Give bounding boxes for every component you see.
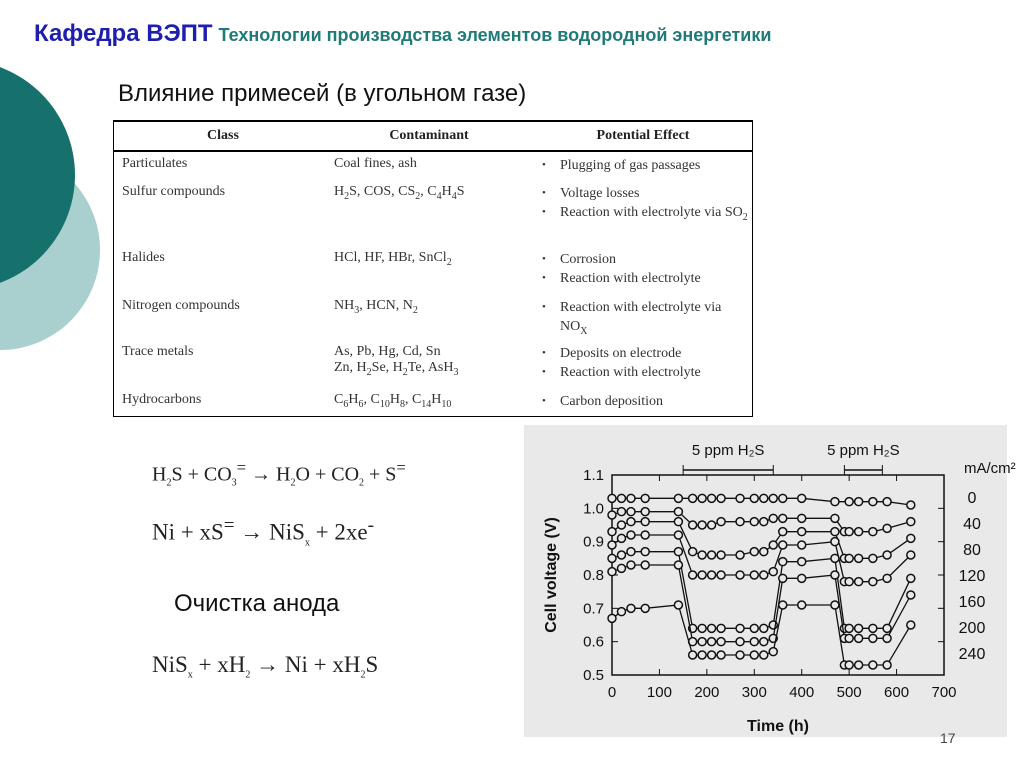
- data-point: [717, 638, 725, 646]
- cell-class: Halides: [122, 250, 165, 265]
- cell-class: Hydrocarbons: [122, 392, 202, 407]
- data-point: [689, 651, 697, 659]
- x-tick-label: 200: [694, 684, 720, 701]
- data-point: [750, 638, 758, 646]
- data-point: [769, 514, 777, 522]
- data-point: [831, 571, 839, 579]
- data-point: [869, 624, 877, 632]
- data-point: [641, 548, 649, 556]
- data-point: [869, 578, 877, 586]
- data-point: [674, 548, 682, 556]
- department-title: Кафедра ВЭПТ: [34, 20, 213, 47]
- x-tick-label: 300: [741, 684, 767, 701]
- cell-contaminant: Coal fines, ash: [334, 156, 417, 171]
- data-point: [736, 651, 744, 659]
- data-point: [617, 608, 625, 616]
- header-effect: Potential Effect: [596, 128, 690, 143]
- table-row: [114, 294, 752, 340]
- data-point: [883, 661, 891, 669]
- page-number: 17: [940, 730, 956, 746]
- data-point: [627, 604, 635, 612]
- data-point: [708, 494, 716, 502]
- equation-2: Ni + xS= → NiS$_x$ + 2xe-: [152, 515, 374, 549]
- data-point: [708, 571, 716, 579]
- data-point: [855, 634, 863, 642]
- data-point: [907, 534, 915, 542]
- effect-item: • Carbon deposition: [534, 392, 752, 411]
- cell-class: Particulates: [122, 156, 188, 171]
- data-point: [698, 638, 706, 646]
- data-point: [831, 498, 839, 506]
- data-point: [689, 571, 697, 579]
- data-point: [845, 528, 853, 536]
- effect-item: • Reaction with electrolyte via $SO_2$: [534, 203, 752, 227]
- data-point: [760, 571, 768, 579]
- data-point: [736, 571, 744, 579]
- y-axis-label: Cell voltage (V): [543, 517, 560, 633]
- y-tick-label: 1.0: [583, 500, 604, 518]
- table-row: [114, 246, 752, 294]
- data-point: [798, 541, 806, 549]
- data-point: [779, 601, 787, 609]
- data-point: [641, 561, 649, 569]
- data-point: [674, 508, 682, 516]
- data-point: [736, 624, 744, 632]
- cell-effect: [534, 294, 752, 340]
- y-tick-label: 0.6: [583, 633, 604, 651]
- contaminants-table: [113, 120, 753, 417]
- cell-class: Nitrogen compounds: [122, 298, 240, 313]
- data-point: [608, 614, 616, 622]
- legend-title: mA/cm²: [964, 460, 1016, 477]
- data-point: [769, 568, 777, 576]
- header-contaminant: Contaminant: [389, 128, 469, 143]
- cell-contaminant: As, Pb, Hg, Cd, Sn Zn, $H_2Se$, $H_2Te$, AsH$_3$: [334, 344, 459, 378]
- data-point: [627, 508, 635, 516]
- data-point: [698, 571, 706, 579]
- x-tick-label: 400: [789, 684, 815, 701]
- cell-contaminant: $NH_3$, HCN, $N_2$: [334, 298, 418, 316]
- data-point: [689, 494, 697, 502]
- data-point: [674, 494, 682, 502]
- data-point: [736, 518, 744, 526]
- data-point: [798, 601, 806, 609]
- data-point: [627, 548, 635, 556]
- y-tick-label: 1.1: [583, 467, 604, 484]
- data-point: [750, 548, 758, 556]
- data-point: [608, 511, 616, 519]
- data-point: [641, 494, 649, 502]
- data-point: [883, 624, 891, 632]
- data-point: [907, 551, 915, 559]
- cell-effect: [534, 340, 752, 388]
- data-point: [798, 494, 806, 502]
- data-point: [641, 531, 649, 539]
- effect-item: • Reaction with electrolyte via $NO_X$: [534, 298, 752, 341]
- data-point: [698, 624, 706, 632]
- x-tick-label: 500: [836, 684, 862, 701]
- data-point: [627, 518, 635, 526]
- data-point: [831, 538, 839, 546]
- data-point: [779, 528, 787, 536]
- data-point: [798, 558, 806, 566]
- data-point: [750, 494, 758, 502]
- data-point: [855, 578, 863, 586]
- data-point: [698, 494, 706, 502]
- data-point: [907, 518, 915, 526]
- data-point: [717, 518, 725, 526]
- data-point: [869, 661, 877, 669]
- data-point: [736, 638, 744, 646]
- course-title: Технологии производства элементов водородной энергетики: [218, 25, 772, 45]
- x-tick-label: 0: [607, 684, 617, 701]
- data-point: [760, 651, 768, 659]
- data-point: [883, 498, 891, 506]
- data-point: [845, 498, 853, 506]
- data-point: [779, 541, 787, 549]
- data-point: [617, 494, 625, 502]
- data-point: [779, 558, 787, 566]
- voltage-chart: [524, 425, 1016, 737]
- data-point: [698, 521, 706, 529]
- plot-frame: [612, 475, 944, 675]
- effect-item: • Reaction with electrolyte: [534, 269, 752, 288]
- data-point: [869, 634, 877, 642]
- x-tick-label: 700: [931, 684, 957, 701]
- data-point: [608, 541, 616, 549]
- table-row: [114, 340, 752, 388]
- data-point: [717, 494, 725, 502]
- effect-item: • Plugging of gas passages: [534, 156, 752, 175]
- data-point: [845, 554, 853, 562]
- data-point: [627, 494, 635, 502]
- data-point: [608, 528, 616, 536]
- data-point: [869, 528, 877, 536]
- effect-item: • Voltage losses: [534, 184, 752, 203]
- data-point: [689, 521, 697, 529]
- cell-effect: [534, 388, 752, 416]
- data-point: [760, 624, 768, 632]
- data-point: [608, 494, 616, 502]
- data-point: [769, 648, 777, 656]
- data-point: [798, 528, 806, 536]
- anode-cleaning-title: Очистка анода: [174, 590, 340, 617]
- series-label: 160: [958, 594, 986, 611]
- data-point: [627, 561, 635, 569]
- data-point: [869, 498, 877, 506]
- data-point: [641, 508, 649, 516]
- data-point: [845, 578, 853, 586]
- y-tick-label: 0.8: [583, 567, 604, 584]
- data-point: [617, 551, 625, 559]
- data-point: [750, 571, 758, 579]
- cell-contaminant: $C_6H_6$, $C_{10}H_8$, $C_{14}H_{10}$: [334, 392, 452, 410]
- data-point: [674, 518, 682, 526]
- data-point: [831, 528, 839, 536]
- data-point: [617, 508, 625, 516]
- cell-effect: [534, 246, 752, 294]
- data-point: [760, 638, 768, 646]
- data-point: [855, 661, 863, 669]
- data-point: [708, 551, 716, 559]
- data-point: [708, 651, 716, 659]
- data-point: [750, 624, 758, 632]
- series-label: 0: [967, 490, 977, 507]
- series-label: 200: [958, 620, 986, 637]
- data-point: [641, 604, 649, 612]
- table-body: [114, 152, 752, 416]
- data-point: [689, 548, 697, 556]
- data-point: [760, 518, 768, 526]
- data-point: [717, 651, 725, 659]
- data-point: [779, 514, 787, 522]
- table-row: [114, 388, 752, 416]
- data-point: [798, 514, 806, 522]
- annotation-label: 5 ppm H₂S: [827, 442, 900, 459]
- data-point: [708, 624, 716, 632]
- series-label: 80: [963, 542, 981, 559]
- data-point: [708, 521, 716, 529]
- data-point: [717, 571, 725, 579]
- data-point: [750, 518, 758, 526]
- data-point: [674, 531, 682, 539]
- data-point: [907, 591, 915, 599]
- data-point: [855, 554, 863, 562]
- data-point: [717, 551, 725, 559]
- data-point: [831, 514, 839, 522]
- data-point: [845, 624, 853, 632]
- equation-1: $H_2S + CO_3^= \to H_2O + CO_2 + S^=$: [152, 458, 406, 489]
- data-point: [798, 574, 806, 582]
- data-point: [855, 528, 863, 536]
- data-point: [779, 494, 787, 502]
- data-point: [855, 624, 863, 632]
- data-point: [883, 551, 891, 559]
- effect-item: • Reaction with electrolyte: [534, 363, 752, 382]
- data-point: [907, 621, 915, 629]
- cell-effect: [534, 180, 752, 246]
- effect-item: • Deposits on electrode: [534, 344, 752, 363]
- data-point: [779, 574, 787, 582]
- cell-contaminant: HCl, HF, HBr, SnCl$_2$: [334, 250, 452, 268]
- data-point: [674, 561, 682, 569]
- table-row: [114, 180, 752, 246]
- data-point: [845, 634, 853, 642]
- data-point: [869, 554, 877, 562]
- cell-class: Sulfur compounds: [122, 184, 226, 199]
- data-point: [883, 634, 891, 642]
- equation-3: $NiS_x + xH_2 \to Ni + xH_2S$: [152, 652, 379, 681]
- data-point: [736, 551, 744, 559]
- data-point: [769, 494, 777, 502]
- cell-effect: [534, 152, 752, 180]
- effect-item: • Corrosion: [534, 250, 752, 269]
- data-point: [831, 601, 839, 609]
- data-point: [608, 554, 616, 562]
- data-point: [760, 494, 768, 502]
- data-point: [750, 651, 758, 659]
- data-point: [608, 568, 616, 576]
- data-point: [907, 501, 915, 509]
- x-axis-label: Time (h): [747, 718, 809, 735]
- data-point: [708, 638, 716, 646]
- data-point: [845, 661, 853, 669]
- data-point: [769, 541, 777, 549]
- cell-class: Trace metals: [122, 344, 194, 359]
- data-point: [617, 521, 625, 529]
- y-tick-label: 0.5: [583, 667, 604, 684]
- y-tick-label: 0.7: [583, 600, 604, 618]
- data-point: [698, 551, 706, 559]
- x-tick-label: 100: [646, 684, 672, 701]
- series-label: 120: [958, 568, 986, 585]
- data-point: [641, 518, 649, 526]
- data-point: [907, 574, 915, 582]
- series-label: 240: [958, 646, 986, 663]
- data-point: [760, 548, 768, 556]
- decorative-circles: [0, 0, 110, 420]
- series-label: 40: [963, 516, 981, 533]
- header-class: Class: [207, 128, 239, 143]
- data-point: [717, 624, 725, 632]
- cell-contaminant: $H_2S$, COS, $CS_2$, $C_4H_4S$: [334, 184, 465, 202]
- data-point: [855, 498, 863, 506]
- table-header: [114, 122, 752, 152]
- data-point: [831, 554, 839, 562]
- data-point: [883, 524, 891, 532]
- data-point: [674, 601, 682, 609]
- y-tick-label: 0.9: [583, 533, 604, 551]
- series-line: [612, 552, 911, 629]
- data-point: [627, 531, 635, 539]
- data-point: [698, 651, 706, 659]
- slide-header: [34, 20, 771, 48]
- table-row: [114, 152, 752, 180]
- data-point: [617, 534, 625, 542]
- data-point: [883, 574, 891, 582]
- x-tick-label: 600: [884, 684, 910, 701]
- annotation-label: 5 ppm H₂S: [691, 442, 765, 459]
- data-point: [736, 494, 744, 502]
- slide-subtitle: Влияние примесей (в угольном газе): [118, 80, 527, 107]
- data-point: [617, 564, 625, 572]
